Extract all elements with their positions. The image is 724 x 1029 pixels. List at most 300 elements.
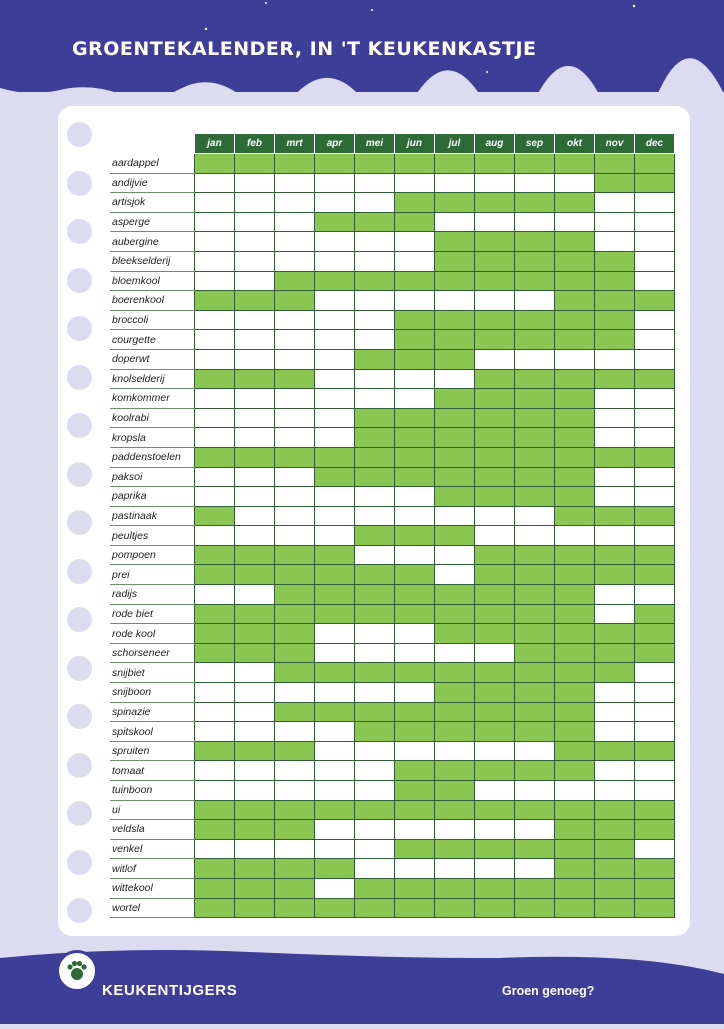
binder-hole xyxy=(67,898,92,923)
vegetable-name: aardappel xyxy=(110,154,195,174)
season-cell-out xyxy=(595,604,635,624)
season-cell-out xyxy=(635,761,675,781)
season-cell-in xyxy=(355,212,395,232)
season-cell-in xyxy=(595,506,635,526)
table-row xyxy=(110,154,675,174)
season-cell-in xyxy=(515,565,555,585)
season-cell-in xyxy=(595,859,635,879)
season-cell-in xyxy=(555,722,595,742)
season-cell-out xyxy=(595,781,635,801)
season-cell-in xyxy=(235,291,275,311)
season-cell-in xyxy=(595,271,635,291)
season-cell-in xyxy=(315,859,355,879)
season-cell-in xyxy=(515,251,555,271)
season-cell-in xyxy=(475,702,515,722)
season-cell-in xyxy=(395,447,435,467)
season-cell-in xyxy=(395,565,435,585)
season-cell-out xyxy=(515,781,555,801)
season-cell-in xyxy=(195,898,235,918)
season-cell-out xyxy=(635,428,675,448)
season-cell-in xyxy=(195,447,235,467)
binder-hole xyxy=(67,850,92,875)
season-cell-out xyxy=(395,487,435,507)
table-row xyxy=(110,565,675,585)
season-cell-out xyxy=(395,291,435,311)
vegetable-name: broccoli xyxy=(110,310,195,330)
vegetable-name: koolrabi xyxy=(110,408,195,428)
season-cell-in xyxy=(195,820,235,840)
season-cell-out xyxy=(315,310,355,330)
binder-hole xyxy=(67,801,92,826)
season-cell-in xyxy=(635,820,675,840)
season-cell-in xyxy=(475,604,515,624)
season-cell-in xyxy=(315,154,355,174)
binder-hole xyxy=(67,656,92,681)
season-cell-out xyxy=(235,761,275,781)
season-cell-in xyxy=(355,447,395,467)
season-cell-in xyxy=(235,565,275,585)
season-cell-in xyxy=(635,898,675,918)
season-cell-in xyxy=(235,878,275,898)
season-cell-in xyxy=(275,859,315,879)
season-cell-in xyxy=(315,702,355,722)
season-cell-in xyxy=(595,624,635,644)
tiger-paw-icon xyxy=(64,958,90,984)
season-cell-in xyxy=(355,408,395,428)
season-cell-out xyxy=(195,330,235,350)
season-cell-in xyxy=(195,154,235,174)
season-cell-out xyxy=(275,487,315,507)
season-cell-out xyxy=(595,722,635,742)
season-cell-in xyxy=(435,761,475,781)
season-cell-in xyxy=(555,506,595,526)
season-cell-out xyxy=(195,683,235,703)
season-cell-in xyxy=(235,604,275,624)
vegetable-name: pompoen xyxy=(110,545,195,565)
season-cell-out xyxy=(555,781,595,801)
table-row xyxy=(110,722,675,742)
binder-hole xyxy=(67,704,92,729)
season-cell-out xyxy=(235,663,275,683)
table-row xyxy=(110,389,675,409)
season-cell-out xyxy=(315,741,355,761)
vegetable-name: boerenkool xyxy=(110,291,195,311)
season-cell-out xyxy=(275,506,315,526)
season-cell-out xyxy=(435,506,475,526)
season-cell-in xyxy=(395,878,435,898)
season-cell-in xyxy=(435,154,475,174)
season-cell-in xyxy=(555,291,595,311)
table-row xyxy=(110,643,675,663)
season-cell-in xyxy=(635,545,675,565)
season-cell-out xyxy=(315,487,355,507)
season-cell-in xyxy=(195,643,235,663)
season-cell-in xyxy=(235,800,275,820)
season-cell-out xyxy=(475,349,515,369)
table-row xyxy=(110,663,675,683)
season-cell-in xyxy=(475,193,515,213)
season-cell-in xyxy=(555,193,595,213)
season-cell-out xyxy=(315,761,355,781)
season-cell-out xyxy=(235,408,275,428)
season-cell-in xyxy=(515,193,555,213)
table-row xyxy=(110,624,675,644)
season-cell-in xyxy=(275,741,315,761)
season-cell-in xyxy=(395,271,435,291)
season-cell-in xyxy=(435,624,475,644)
season-cell-in xyxy=(635,506,675,526)
season-cell-in xyxy=(435,389,475,409)
season-cell-in xyxy=(315,585,355,605)
season-cell-in xyxy=(515,761,555,781)
vegetable-name: doperwt xyxy=(110,349,195,369)
season-cell-out xyxy=(355,291,395,311)
season-cell-in xyxy=(595,173,635,193)
season-cell-in xyxy=(435,898,475,918)
season-cell-in xyxy=(395,663,435,683)
season-cell-out xyxy=(195,271,235,291)
table-row xyxy=(110,741,675,761)
season-cell-out xyxy=(195,839,235,859)
season-cell-out xyxy=(475,781,515,801)
season-cell-in xyxy=(195,369,235,389)
vegetable-name: knolselderij xyxy=(110,369,195,389)
season-cell-out xyxy=(355,173,395,193)
table-row xyxy=(110,467,675,487)
season-cell-in xyxy=(275,585,315,605)
season-cell-out xyxy=(195,781,235,801)
season-cell-in xyxy=(595,820,635,840)
season-cell-in xyxy=(515,271,555,291)
binder-hole xyxy=(67,510,92,535)
season-cell-in xyxy=(435,683,475,703)
season-cell-out xyxy=(595,761,635,781)
season-cell-in xyxy=(595,154,635,174)
season-cell-in xyxy=(235,859,275,879)
table-row xyxy=(110,232,675,252)
season-cell-out xyxy=(435,212,475,232)
season-cell-in xyxy=(515,389,555,409)
season-cell-out xyxy=(635,839,675,859)
season-cell-out xyxy=(635,271,675,291)
table-row xyxy=(110,291,675,311)
season-cell-out xyxy=(355,330,395,350)
season-cell-out xyxy=(275,467,315,487)
binder-hole xyxy=(67,462,92,487)
season-cell-in xyxy=(435,271,475,291)
season-cell-in xyxy=(475,369,515,389)
vegetable-name: peultjes xyxy=(110,526,195,546)
season-cell-in xyxy=(235,369,275,389)
month-header-jul: jul xyxy=(435,134,475,154)
season-cell-in xyxy=(235,624,275,644)
season-cell-in xyxy=(395,349,435,369)
season-cell-in xyxy=(235,154,275,174)
season-cell-out xyxy=(195,389,235,409)
page-title: GROENTEKALENDER, IN 'T KEUKENKASTJE xyxy=(72,38,537,60)
season-cell-out xyxy=(235,487,275,507)
vegetable-name: komkommer xyxy=(110,389,195,409)
season-cell-out xyxy=(315,232,355,252)
binder-hole xyxy=(67,171,92,196)
season-cell-out xyxy=(435,859,475,879)
season-cell-in xyxy=(595,251,635,271)
table-row xyxy=(110,683,675,703)
vegetable-name: paksoi xyxy=(110,467,195,487)
binder-hole xyxy=(67,607,92,632)
table-row xyxy=(110,585,675,605)
season-cell-in xyxy=(475,389,515,409)
binder-hole xyxy=(67,365,92,390)
table-row xyxy=(110,839,675,859)
season-cell-out xyxy=(195,232,235,252)
vegetable-name: artisjok xyxy=(110,193,195,213)
season-cell-out xyxy=(195,702,235,722)
season-cell-out xyxy=(355,741,395,761)
vegetable-name: rode kool xyxy=(110,624,195,644)
season-cell-out xyxy=(475,506,515,526)
vegetable-name: asperge xyxy=(110,212,195,232)
season-cell-out xyxy=(395,545,435,565)
season-cell-out xyxy=(595,702,635,722)
season-cell-out xyxy=(395,389,435,409)
season-cell-out xyxy=(395,820,435,840)
season-cell-in xyxy=(555,389,595,409)
season-cell-out xyxy=(315,369,355,389)
vegetable-name: paprika xyxy=(110,487,195,507)
season-cell-in xyxy=(315,800,355,820)
season-cell-out xyxy=(195,722,235,742)
season-cell-out xyxy=(475,859,515,879)
season-cell-out xyxy=(195,487,235,507)
season-cell-in xyxy=(595,663,635,683)
season-cell-in xyxy=(355,154,395,174)
season-cell-in xyxy=(195,741,235,761)
season-cell-in xyxy=(555,800,595,820)
season-cell-in xyxy=(355,604,395,624)
season-cell-out xyxy=(395,643,435,663)
corner-cell xyxy=(110,134,195,154)
season-cell-in xyxy=(195,506,235,526)
season-cell-in xyxy=(275,604,315,624)
table-row xyxy=(110,193,675,213)
season-cell-out xyxy=(635,683,675,703)
season-cell-in xyxy=(435,310,475,330)
season-cell-in xyxy=(475,447,515,467)
season-cell-in xyxy=(315,604,355,624)
season-cell-in xyxy=(275,898,315,918)
season-cell-in xyxy=(275,663,315,683)
season-cell-in xyxy=(315,271,355,291)
vegetable-name: bloemkool xyxy=(110,271,195,291)
season-cell-in xyxy=(555,898,595,918)
season-cell-out xyxy=(635,585,675,605)
season-cell-in xyxy=(355,878,395,898)
season-cell-in xyxy=(395,702,435,722)
season-cell-out xyxy=(635,310,675,330)
season-cell-out xyxy=(595,349,635,369)
season-cell-in xyxy=(315,565,355,585)
season-cell-in xyxy=(555,683,595,703)
season-cell-out xyxy=(635,330,675,350)
season-cell-out xyxy=(355,839,395,859)
season-cell-in xyxy=(555,702,595,722)
season-cell-out xyxy=(395,624,435,644)
season-cell-out xyxy=(435,820,475,840)
season-cell-out xyxy=(595,467,635,487)
season-cell-in xyxy=(275,702,315,722)
season-cell-in xyxy=(195,800,235,820)
season-cell-in xyxy=(355,271,395,291)
season-cell-out xyxy=(235,702,275,722)
season-cell-in xyxy=(515,232,555,252)
table-row xyxy=(110,447,675,467)
season-cell-in xyxy=(635,859,675,879)
season-cell-out xyxy=(435,291,475,311)
season-cell-out xyxy=(235,251,275,271)
season-cell-out xyxy=(395,683,435,703)
month-header-mrt: mrt xyxy=(275,134,315,154)
season-cell-in xyxy=(315,467,355,487)
season-cell-out xyxy=(635,251,675,271)
vegetable-name: paddenstoelen xyxy=(110,447,195,467)
season-cell-in xyxy=(435,526,475,546)
season-cell-in xyxy=(395,212,435,232)
season-cell-out xyxy=(635,349,675,369)
season-cell-in xyxy=(235,447,275,467)
season-cell-in xyxy=(435,408,475,428)
season-cell-out xyxy=(235,349,275,369)
season-cell-in xyxy=(435,487,475,507)
season-cell-in xyxy=(555,859,595,879)
vegetable-name: snijbiet xyxy=(110,663,195,683)
season-cell-out xyxy=(195,310,235,330)
season-cell-in xyxy=(555,604,595,624)
logo xyxy=(56,950,98,992)
season-cell-in xyxy=(555,820,595,840)
season-cell-in xyxy=(475,545,515,565)
season-cell-out xyxy=(635,193,675,213)
table-row xyxy=(110,251,675,271)
season-cell-out xyxy=(595,683,635,703)
season-cell-out xyxy=(435,369,475,389)
season-cell-in xyxy=(355,526,395,546)
season-cell-out xyxy=(315,251,355,271)
season-cell-in xyxy=(555,408,595,428)
season-cell-in xyxy=(595,369,635,389)
table-row xyxy=(110,702,675,722)
season-cell-in xyxy=(475,565,515,585)
table-row xyxy=(110,212,675,232)
season-cell-out xyxy=(515,173,555,193)
season-cell-out xyxy=(195,663,235,683)
season-cell-in xyxy=(315,545,355,565)
season-cell-in xyxy=(555,369,595,389)
season-cell-out xyxy=(355,232,395,252)
season-cell-out xyxy=(235,310,275,330)
season-cell-out xyxy=(475,212,515,232)
season-cell-out xyxy=(235,781,275,801)
vegetable-name: tomaat xyxy=(110,761,195,781)
season-cell-out xyxy=(595,389,635,409)
season-cell-in xyxy=(475,839,515,859)
season-cell-in xyxy=(395,722,435,742)
season-cell-out xyxy=(195,408,235,428)
season-cell-out xyxy=(275,781,315,801)
season-cell-in xyxy=(475,898,515,918)
season-cell-out xyxy=(395,232,435,252)
season-cell-out xyxy=(315,820,355,840)
season-cell-in xyxy=(395,781,435,801)
season-cell-out xyxy=(195,251,235,271)
season-cell-in xyxy=(515,310,555,330)
season-cell-in xyxy=(555,565,595,585)
season-cell-out xyxy=(315,781,355,801)
season-cell-in xyxy=(435,585,475,605)
season-cell-out xyxy=(235,173,275,193)
table-row xyxy=(110,330,675,350)
season-cell-out xyxy=(635,232,675,252)
vegetable-name: schorseneer xyxy=(110,643,195,663)
vegetable-name: spitskool xyxy=(110,722,195,742)
season-cell-in xyxy=(355,722,395,742)
season-cell-in xyxy=(395,585,435,605)
season-cell-in xyxy=(275,878,315,898)
table-row xyxy=(110,800,675,820)
season-cell-out xyxy=(235,330,275,350)
season-cell-out xyxy=(275,330,315,350)
binder-hole xyxy=(67,268,92,293)
vegetable-name: prei xyxy=(110,565,195,585)
vegetable-name: kropsla xyxy=(110,428,195,448)
season-cell-out xyxy=(595,526,635,546)
season-cell-in xyxy=(435,604,475,624)
season-cell-in xyxy=(395,408,435,428)
season-cell-in xyxy=(635,154,675,174)
season-cell-out xyxy=(195,467,235,487)
season-cell-in xyxy=(275,643,315,663)
season-cell-in xyxy=(435,663,475,683)
season-cell-in xyxy=(235,545,275,565)
season-cell-in xyxy=(555,232,595,252)
season-cell-in xyxy=(475,251,515,271)
season-cell-in xyxy=(515,487,555,507)
season-cell-out xyxy=(515,212,555,232)
season-cell-out xyxy=(275,526,315,546)
season-cell-in xyxy=(475,624,515,644)
vegetable-name: tuinboon xyxy=(110,781,195,801)
season-cell-in xyxy=(595,310,635,330)
season-cell-out xyxy=(235,232,275,252)
season-cell-out xyxy=(315,428,355,448)
season-cell-in xyxy=(435,878,475,898)
season-cell-in xyxy=(555,741,595,761)
season-cell-out xyxy=(195,526,235,546)
season-table xyxy=(110,134,675,918)
season-cell-in xyxy=(475,878,515,898)
season-cell-out xyxy=(235,193,275,213)
season-cell-in xyxy=(635,604,675,624)
season-cell-out xyxy=(635,389,675,409)
season-cell-in xyxy=(635,565,675,585)
season-cell-in xyxy=(515,643,555,663)
season-cell-in xyxy=(435,447,475,467)
calendar-grid xyxy=(110,134,675,918)
month-header-apr: apr xyxy=(315,134,355,154)
season-cell-out xyxy=(515,820,555,840)
season-cell-in xyxy=(315,212,355,232)
season-cell-in xyxy=(515,663,555,683)
